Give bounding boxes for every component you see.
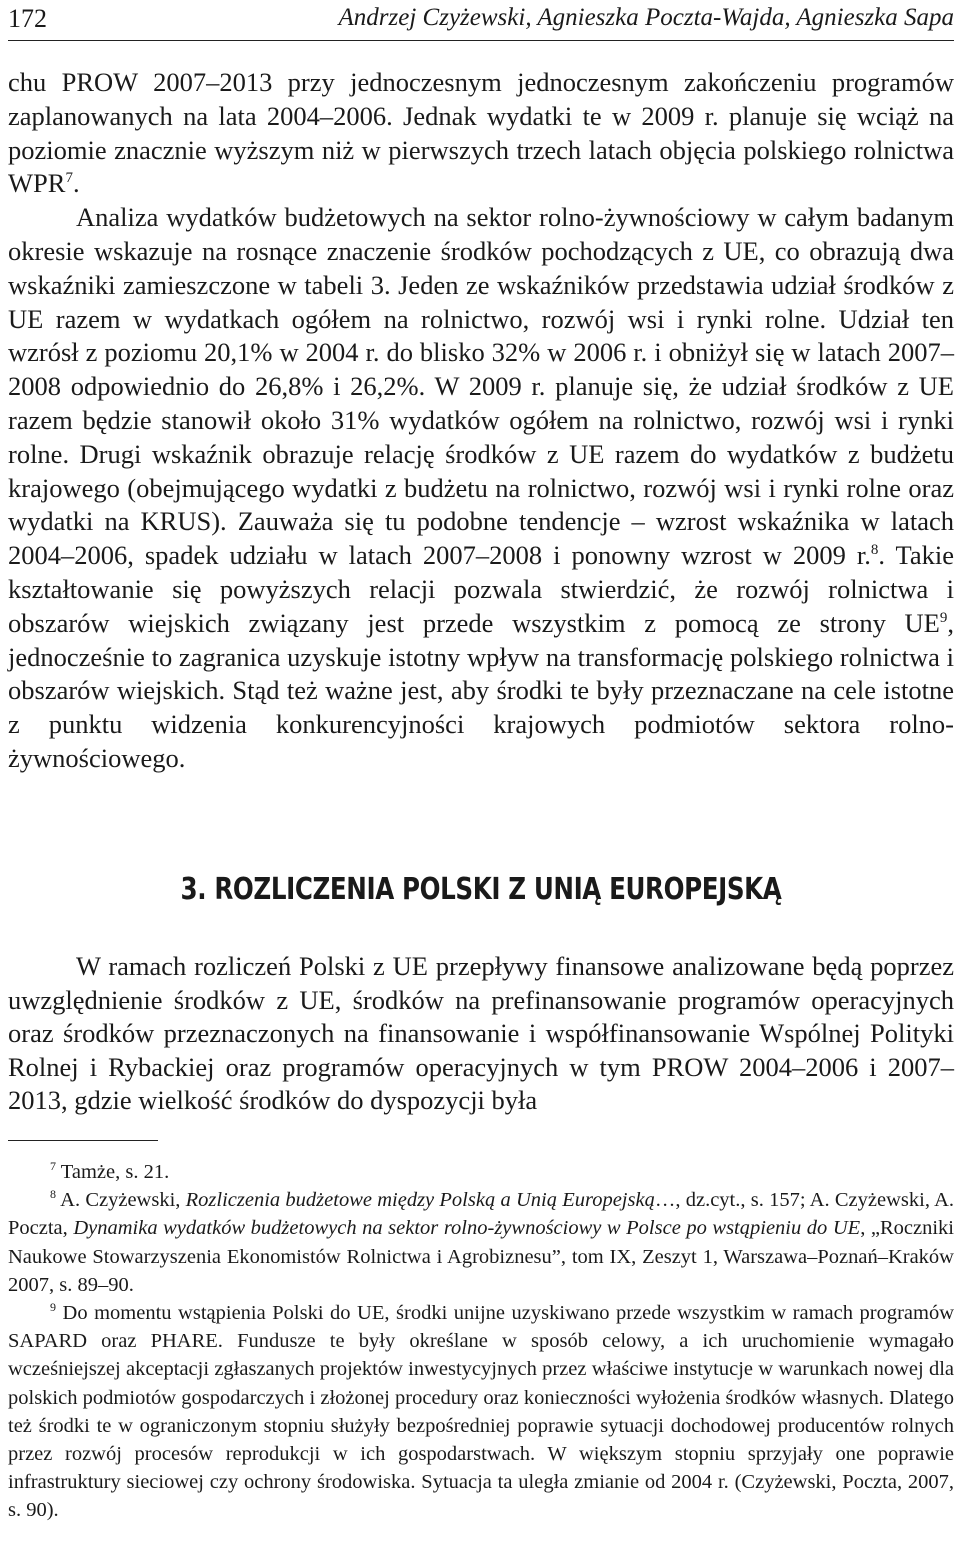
- footnotes: [8, 1158, 954, 1525]
- footnote-number: 7: [50, 1159, 56, 1174]
- footnote-number: 8: [50, 1187, 56, 1202]
- footnote-8: [8, 1186, 954, 1299]
- body-text: [8, 66, 954, 776]
- book-page: [8, 0, 954, 1568]
- paragraph-continued: [8, 66, 954, 201]
- footnote-9: [8, 1299, 954, 1525]
- footnote-text: …, dz.cyt., s. 157; A. Czyżewski, A. Poczta,: [8, 1189, 954, 1240]
- section-text: [8, 950, 954, 1118]
- paragraph-text: chu PROW 2007–2013 przy jednoczesnym jednoczesnym zakończeniu programów zaplanowanych na lata 2004–2006. Jednak wydatki te w 2009 r. planuje się wciąż na poziomie znacznie wyższym niż w pierwszych trzech latach objęcia polskiego rolnictwa WPR: [8, 67, 954, 199]
- footnote-ref-8[interactable]: 8: [870, 542, 879, 559]
- footnote-title: Rozliczenia budżetowe między Polską a Unią Europejską: [185, 1189, 655, 1212]
- footnote-number: 9: [50, 1300, 56, 1315]
- page-number: 172: [8, 4, 47, 33]
- section-heading: 3. ROZLICZENIA POLSKI Z UNIĄ EUROPEJSKĄ: [180, 872, 782, 907]
- footnote-divider: [8, 1140, 158, 1141]
- running-header: [8, 0, 954, 41]
- running-header-authors: Andrzej Czyżewski, Agnieszka Poczta-Wajda, Agnieszka Sapa: [338, 4, 954, 31]
- footnote-text: A. Czyżewski,: [60, 1189, 186, 1212]
- paragraph-text: Analiza wydatków budżetowych na sektor rolno-żywnościowy w całym badanym okresie wskazuje na rosnące znaczenie środków pochodzących z UE, co obrazują dwa wskaźniki zamieszczone w tabeli 3. Jeden ze wskaźników przedstawia udział środków z UE razem w wydatkach ogółem na rolnictwo, rozwój wsi i rynki rolne. Udział ten wzrósł z poziomu 20,1% w 2004 r. do blisko 32% w 2006 r. i obniżył się w latach 2007–2008 odpowiednio do 26,8% i 26,2%. W 2009 r. planuje się, że udział środków z UE razem będzie stanowił około 31% wydatków ogółem na rolnictwo, rozwój wsi i rynki rolne. Drugi wskaźnik obrazuje relację środków z UE razem do wydatków z budżetu krajowego (obejmującego wydatki z budżetu na rolnictwo, rozwój wsi i rynki rolne oraz wydatki na KRUS). Zauważa się tu podobne tendencje – wzrost wskaźnika w latach 2004–2006, spadek udziału w latach 2007–2008 i ponowny wzrost w 2009 r.: [8, 202, 954, 571]
- footnote-text: Tamże, s. 21.: [60, 1161, 170, 1183]
- footnote-text: Do momentu wstąpienia Polski do UE, środki unijne uzyskiwano przede wszystkim w ramach programów SAPARD oraz PHARE. Fundusze te były określane w sposób celowy, a ich uruchomienie wymagało wcześniejszej akceptacji zgłaszanych projektów inwestycyjnych przez właściwe instytucje w warunkach nowej dla polskich podmiotów gospodarczych i złożonej procedury oraz konieczności wyłożenia środków własnych. Dlatego też środki te w ograniczonym stopniu służyły bezpośredniej poprawie sytuacji dochodowej producentów rolnych przez rozwój procesów reprodukcji w ich gospodarstwach. W większym stopniu sprzyjały one poprawie infrastruktury sieciowej czy ochrony środowiska. Sytuacja ta uległa zmianie od 2004 r. (Czyżewski, Poczta, 2007, s. 90).: [8, 1302, 955, 1522]
- paragraph-text: .: [72, 168, 80, 199]
- footnote-text: , „Roczniki Naukowe Stowarzyszenia Ekonomistów Rolnictwa i Agrobiznesu”, tom IX, Zeszyt 1, Warszawa–Poznań–Kraków 2007, s. 89–90.: [8, 1217, 954, 1296]
- paragraph-analysis: [8, 201, 954, 776]
- footnote-7: [8, 1158, 954, 1186]
- footnote-ref-9[interactable]: 9: [939, 609, 948, 626]
- paragraph-text: . Takie kształtowanie się powyższych relacji pozwala stwierdzić, że rozwój rolnictwa i obszarów wiejskich związany jest przede wszystkim z pomocą ze strony UE: [8, 540, 954, 638]
- section-paragraph: W ramach rozliczeń Polski z UE przepływy finansowe analizowane będą poprzez uwzględnienie środków z UE, środków na prefinansowanie programów operacyjnych oraz środków przeznaczonych na finansowanie i współfinansowanie Wspólnej Polityki Rolnej i Rybackiej oraz programów operacyjnych w tym PROW 2004–2006 i 2007–2013, gdzie wielkość środków do dyspozycji była: [8, 951, 954, 1116]
- footnote-title: Dynamika wydatków budżetowych na sektor rolno-żywnościowy w Polsce po wstąpieniu do UE: [73, 1217, 861, 1240]
- footnote-ref-7[interactable]: 7: [65, 170, 73, 187]
- paragraph-text: , jednocześnie to zagranica uzyskuje istotny wpływ na transformację polskiego rolnictwa i obszarów wiejskich. Stąd też ważne jest, aby środki te były przeznaczane na cele istotne z punktu widzenia konkurencyjności krajowych podmiotów sektora rolno-żywnościowego.: [8, 607, 954, 773]
